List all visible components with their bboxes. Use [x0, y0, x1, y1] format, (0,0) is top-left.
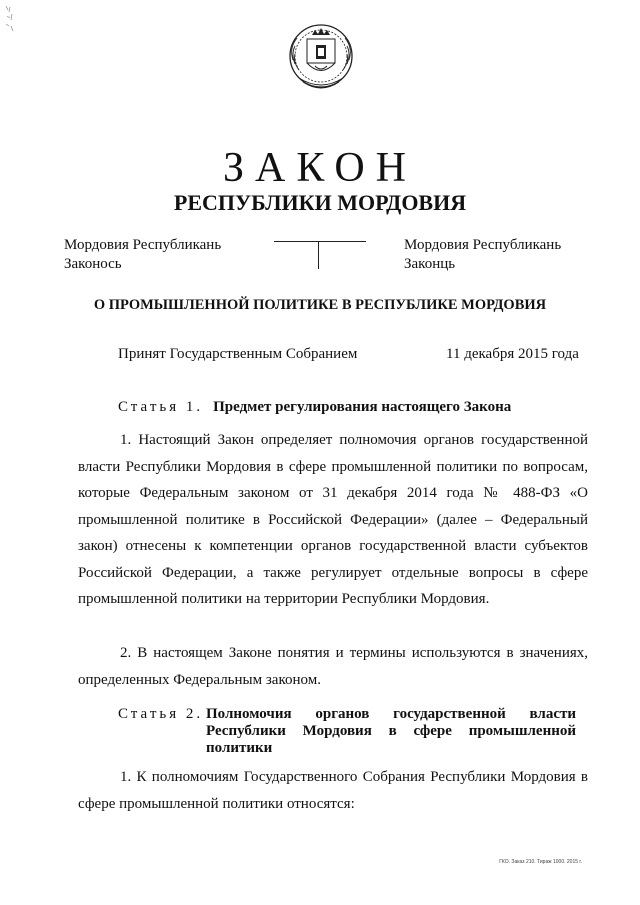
print-footer-note: ГКО. Заказ 210. Тираж 1000. 2015 г. — [499, 859, 582, 865]
article-2-subject: Полномочия органов государственной власти Республики Мордовия в сфере промышленной политики — [206, 706, 576, 756]
header-left-line-2: Законось — [64, 256, 122, 272]
header-right-block — [404, 236, 561, 274]
article-1-subject: Предмет регулирования настоящего Закона — [213, 399, 512, 415]
article-1-paragraph-2: 2. В настоящем Законе понятия и термины используются в значениях, определенных Федеральным законом. — [78, 645, 588, 688]
article-1-paragraph-1: 1. Настоящий Закон определяет полномочия органов государственной власти Республики Мордовия в сфере промышленной политики по вопросам, которые Федеральным законом от 31 декабря 2014 года № 488-ФЗ «О промышленной политике в Российской Федерации» (далее – Федеральный закон) отнесены к компетенции органов государственной власти субъектов Российской Федерации, а также регулирует отдельные вопросы в сфере промышленной политики на территории Республики Мордовия. — [78, 432, 588, 607]
coat-of-arms-icon — [285, 20, 357, 96]
article-1-heading — [118, 398, 511, 417]
article-2-label: Статья 2. — [118, 706, 204, 722]
header-left-block — [64, 236, 221, 274]
header-right-line-1: Мордовия Республикань — [404, 237, 562, 253]
header-divider-vertical — [318, 241, 319, 269]
adoption-date: 11 декабря 2015 года — [446, 346, 579, 362]
header-divider-horizontal — [274, 241, 366, 242]
adopted-by: Принят Государственным Собранием — [118, 346, 358, 362]
article-2-paragraph-1: 1. К полномочиям Государственного Собрания Республики Мордовия в сфере промышленной политики относятся: — [78, 769, 588, 812]
article-1-label: Статья 1. — [118, 399, 204, 415]
header-left-line-1: Мордовия Республикань — [64, 237, 222, 253]
binding-marks — [4, 4, 18, 34]
document-title: ЗАКОН — [222, 145, 417, 191]
law-title: О ПРОМЫШЛЕННОЙ ПОЛИТИКЕ В РЕСПУБЛИКЕ МОРДОВИЯ — [93, 297, 547, 313]
header-right-line-2: Законць — [404, 256, 456, 272]
document-subtitle: РЕСПУБЛИКИ МОРДОВИЯ — [173, 190, 467, 215]
